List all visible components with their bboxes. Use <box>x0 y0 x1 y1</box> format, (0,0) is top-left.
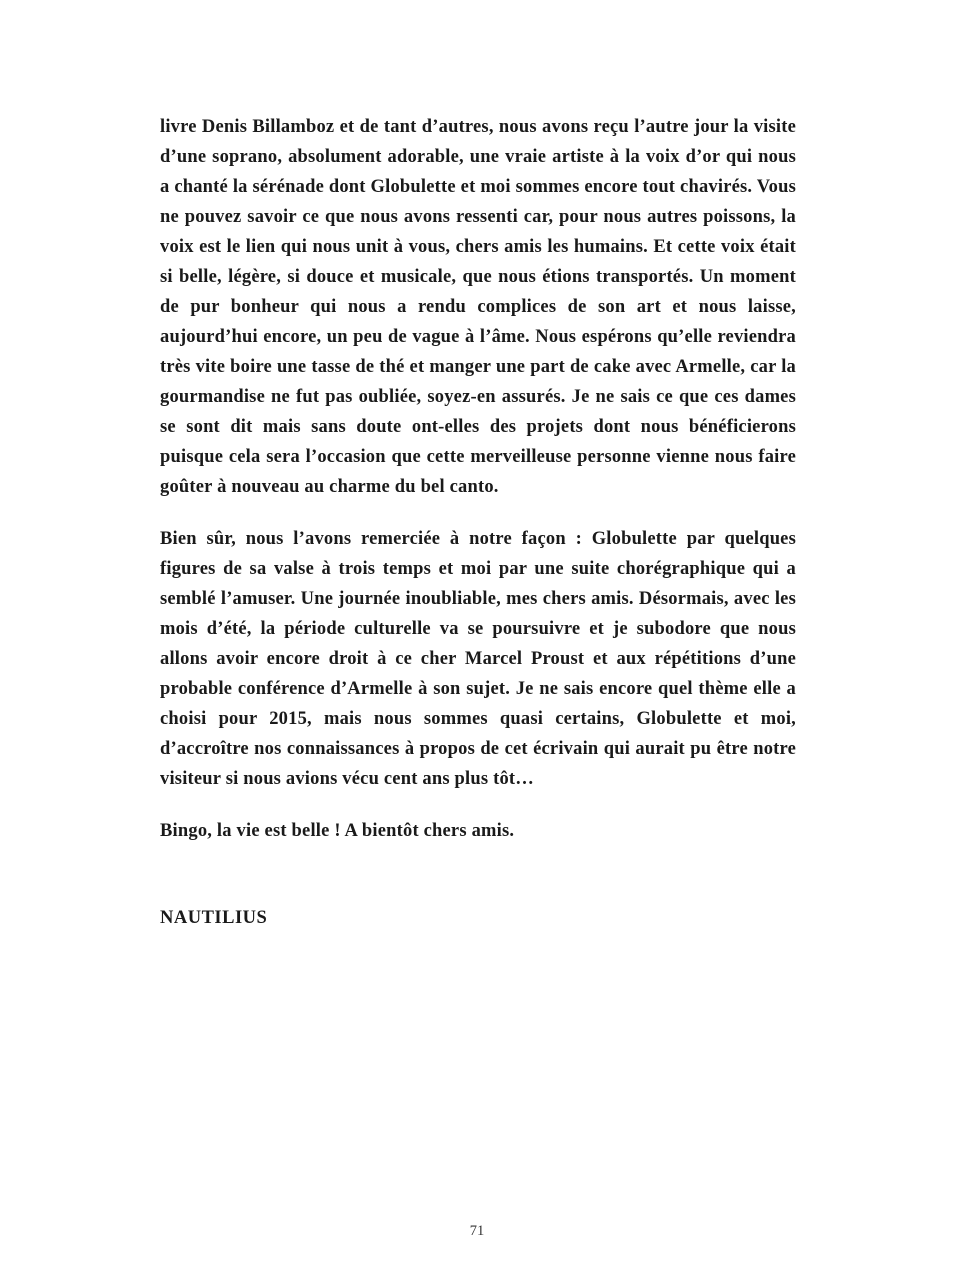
signature: NAUTILIUS <box>160 908 268 928</box>
paragraph-1: livre Denis Billamboz et de tant d’autres, nous avons reçu l’autre jour la visite d’une soprano, absolument adorable, une vraie artiste à la voix d’or qui nous a chanté la sérénade dont Globulette et moi sommes encore tout chavirés. Vous ne pouvez savoir ce que nous avons ressenti car, pour nous autres poissons, la voix est le lien qui nous unit à vous, chers amis les humains. Et cette voix était si belle, légère, si douce et musicale, que nous étions transportés. Un moment de pur bonheur qui nous a rendu complices de son art et nous laisse, aujourd’hui encore, un peu de vague à l’âme. Nous espérons qu’elle reviendra très vite boire une tasse de thé et manger une part de cake avec Armelle, car la gourmandise ne fut pas oubliée, soyez-en assurés. Je ne sais ce que ces dames se sont dit mais sans doute ont-elles des projets dont nous bénéficierons puisque cela sera l’occasion que cette merveilleuse personne vienne nous faire goûter à nouveau au charme du bel canto. <box>160 117 796 497</box>
page-number: 71 <box>469 1223 485 1239</box>
text-block <box>160 112 796 929</box>
paragraph-3: Bingo, la vie est belle ! A bientôt chers amis. <box>160 821 515 841</box>
paragraph-2: Bien sûr, nous l’avons remerciée à notre façon : Globulette par quelques figures de sa valse à trois temps et moi par une suite chorégraphique qui a semblé l’amuser. Une journée inoubliable, mes chers amis. Désormais, avec les mois d’été, la période culturelle va se poursuivre et je subodore que nous allons avoir encore droit à ce cher Marcel Proust et aux répétitions d’une probable conférence d’Armelle à son sujet. Je ne sais encore quel thème elle a choisi pour 2015, mais nous sommes quasi certains, Globulette et moi, d’accroître nos connaissances à propos de cet écrivain qui aurait pu être notre visiteur si nous avions vécu cent ans plus tôt… <box>160 529 796 789</box>
